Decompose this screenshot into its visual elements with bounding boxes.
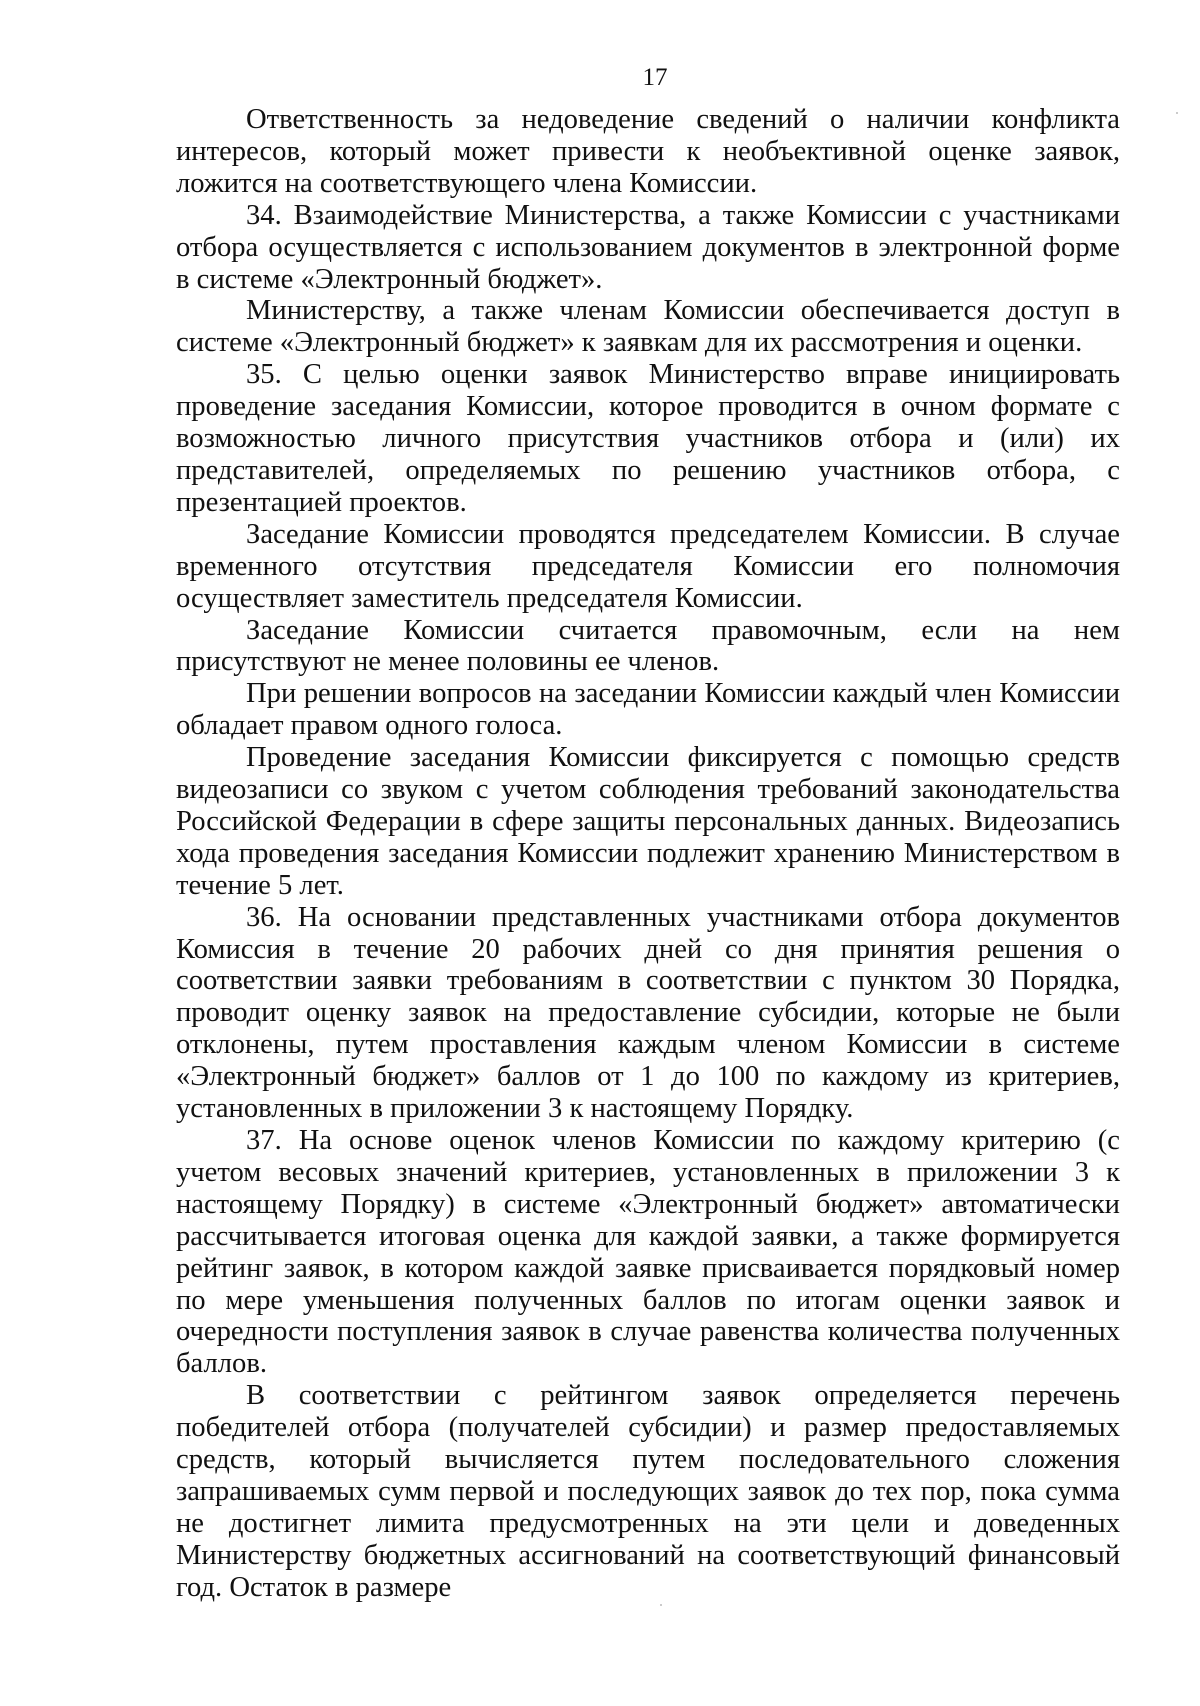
scan-speck bbox=[1176, 112, 1178, 114]
paragraph-37-rating: 37. На основе оценок членов Комиссии по каждому критерию (с учетом весовых значений критериев, установленных в приложении 3 к настоящему Порядку) в системе «Электронный бюджет» автоматически рассчитывается итоговая оценка для каждой заявки, а также формируется рейтинг заявок, в котором каждой заявке присваивается порядковый номер по мере уменьшения полученных баллов по итогам оценки заявок и очередности поступления заявок в случае равенства количества полученных баллов. bbox=[176, 1125, 1120, 1380]
paragraph-winners: В соответствии с рейтингом заявок определяется перечень победителей отбора (получателей субсидии) и размер предоставляемых средств, который вычисляется путем последовательного сложения запрашиваемых сумм первой и последующих заявок до тех пор, пока сумма не достигнет лимита предусмотренных на эти цели и доведенных Министерству бюджетных ассигнований на соответствующий финансовый год. Остаток в размере bbox=[176, 1380, 1120, 1603]
paragraph-access: Министерству, а также членам Комиссии обеспечивается доступ в системе «Электронный бюджет» к заявкам для их рассмотрения и оценки. bbox=[176, 295, 1120, 359]
paragraph-chairman: Заседание Комиссии проводятся председателем Комиссии. В случае временного отсутствия председателя Комиссии его полномочия осуществляет заместитель председателя Комиссии. bbox=[176, 518, 1120, 614]
page-number: 17 bbox=[642, 64, 668, 91]
document-body bbox=[176, 104, 1120, 1604]
paragraph-quorum: Заседание Комиссии считается правомочным, если на нем присутствуют не менее половины ее членов. bbox=[176, 614, 1120, 678]
paragraph-video-recording: Проведение заседания Комиссии фиксируется с помощью средств видеозаписи со звуком с учетом соблюдения требований законодательства Российской Федерации в сфере защиты персональных данных. Видеозапись хода проведения заседания Комиссии подлежит хранению Министерством в течение 5 лет. bbox=[176, 742, 1120, 901]
paragraph-34-interaction: 34. Взаимодействие Министерства, а также Комиссии с участниками отбора осуществляется с использованием документов в электронной форме в системе «Электронный бюджет». bbox=[176, 199, 1120, 295]
paragraph-conflict-of-interest: Ответственность за недоведение сведений о наличии конфликта интересов, который может привести к необъективной оценке заявок, ложится на соответствующего члена Комиссии. bbox=[176, 104, 1120, 199]
scan-speck bbox=[660, 1604, 662, 1606]
paragraph-35-meeting: 35. С целью оценки заявок Министерство вправе инициировать проведение заседания Комиссии, которое проводится в очном формате с возможностью личного присутствия участников отбора и (или) их представителей, определяемых по решению участников отбора, с презентацией проектов. bbox=[176, 359, 1120, 518]
paragraph-voting: При решении вопросов на заседании Комиссии каждый член Комиссии обладает правом одного голоса. bbox=[176, 678, 1120, 742]
paragraph-36-evaluation: 36. На основании представленных участниками отбора документов Комиссия в течение 20 рабочих дней со дня принятия решения о соответствии заявки требованиям в соответствии с пунктом 30 Порядка, проводит оценку заявок на предоставление субсидии, которые не были отклонены, путем проставления каждым членом Комиссии в системе «Электронный бюджет» баллов от 1 до 100 по каждому из критериев, установленных в приложении 3 к настоящему Порядку. bbox=[176, 901, 1120, 1125]
